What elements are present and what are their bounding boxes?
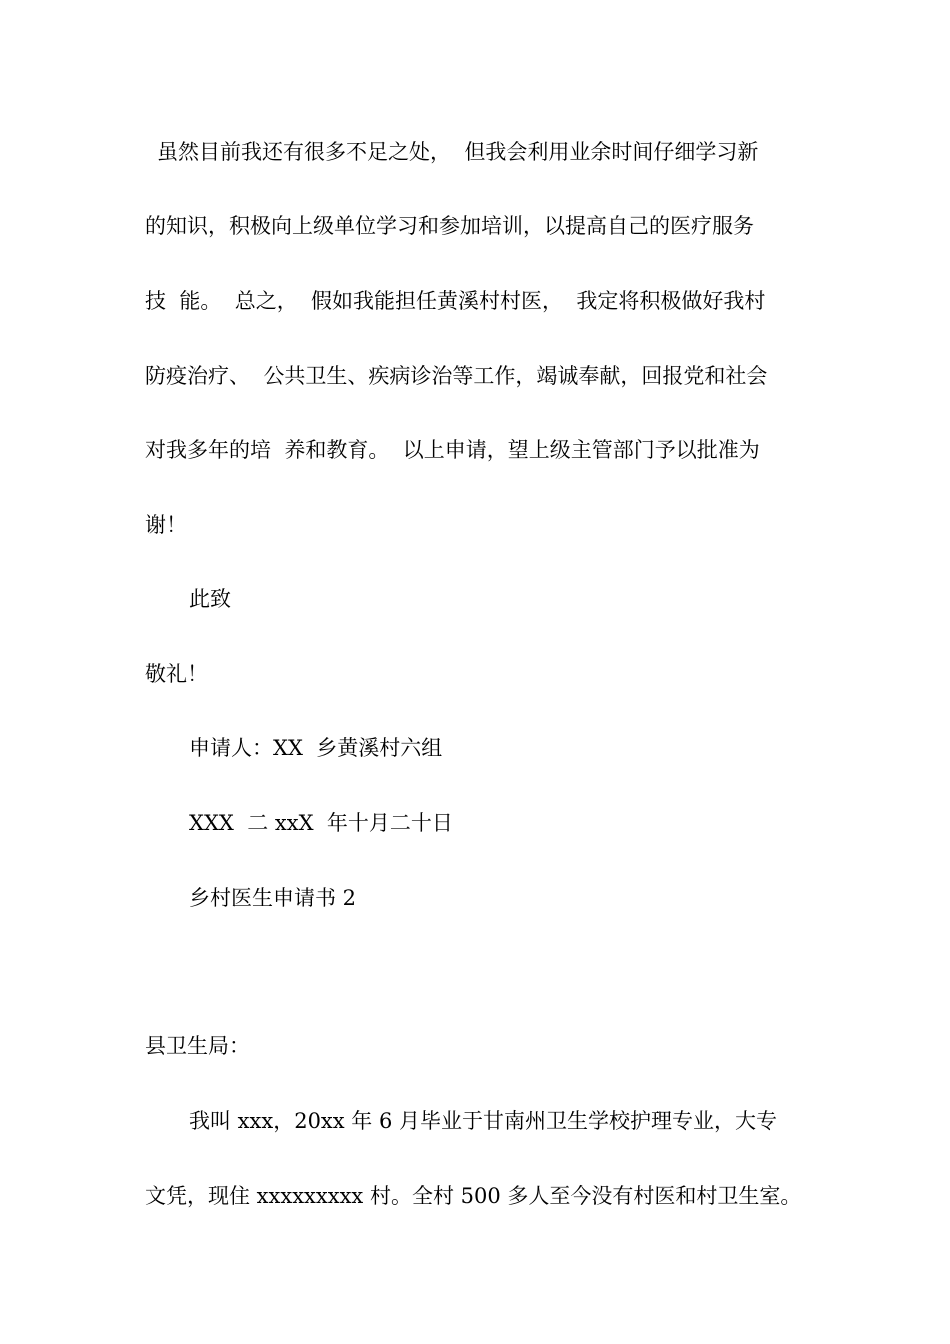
paragraph-line: 我叫 xxx，20xx 年 6 月毕业于甘南州卫生学校护理专业，大专 [189, 1109, 777, 1133]
applicant-line: 申请人：XX 乡黄溪村六组 [189, 736, 443, 760]
paragraph-line: 的知识，积极向上级单位学习和参加培训，以提高自己的医疗服务 [145, 214, 754, 238]
paragraph-line: 谢！ [145, 513, 187, 537]
recipient-line: 县卫生局： [145, 1034, 250, 1058]
paragraph-line: 对我多年的培 养和教育。 以上申请，望上级主管部门予以批准为 [145, 438, 760, 462]
paragraph-line: 虽然目前我还有很多不足之处， 但我会利用业余时间仔细学习新 [157, 140, 759, 164]
date-line: XXX 二 xxX 年十月二十日 [189, 811, 453, 835]
closing-regards: 敬礼！ [145, 662, 208, 686]
paragraph-line: 技 能。 总之， 假如我能担任黄溪村村医， 我定将积极做好我村 [145, 289, 766, 313]
paragraph-line: 文凭，现住 xxxxxxxxx 村。全村 500 多人至今没有村医和村卫生室。 [145, 1184, 802, 1208]
section-title: 乡村医生申请书 2 [189, 886, 357, 910]
closing-salutation: 此致 [189, 587, 231, 611]
paragraph-line: 防疫治疗、 公共卫生、疾病诊治等工作，竭诚奉献，回报党和社会 [145, 364, 768, 388]
